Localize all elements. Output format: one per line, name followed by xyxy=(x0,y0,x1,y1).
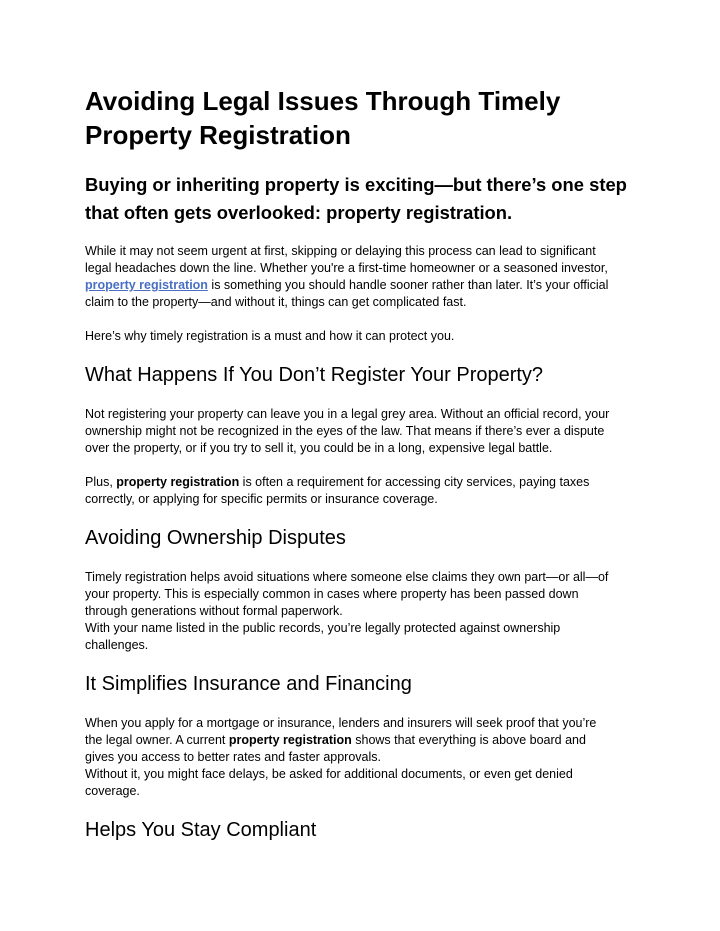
page-subtitle: Buying or inheriting property is exciting—but there’s one step that often gets overlooked: property registration. xyxy=(85,174,627,223)
s3-line-4: Without it, you might face delays, be asked for additional documents, or even get denied xyxy=(85,767,573,781)
intro2-line: Here’s why timely registration is a must and how it can protect you. xyxy=(85,329,455,343)
section3-paragraph xyxy=(85,715,645,800)
section-heading-disputes: Avoiding Ownership Disputes xyxy=(85,527,346,549)
s1p2-bold: property registration xyxy=(116,475,240,489)
property-registration-link[interactable]: property registration xyxy=(85,278,208,292)
intro-paragraph xyxy=(85,243,645,311)
s3-line-2-bold: property registration xyxy=(228,733,352,747)
s3-line-3: gives you access to better rates and faster approvals. xyxy=(85,750,381,764)
s2-line-1: Timely registration helps avoid situations where someone else claims they own part—or all—of xyxy=(85,570,609,584)
section2-paragraph xyxy=(85,569,645,654)
page-title: Avoiding Legal Issues Through Timely Property Registration xyxy=(85,86,561,150)
section-heading-insurance: It Simplifies Insurance and Financing xyxy=(85,673,412,695)
s1p1-line-3: over the property, or if you try to sell it, you could be in a long, expensive legal battle. xyxy=(85,441,553,455)
s2-line-5: challenges. xyxy=(85,638,149,652)
intro-paragraph-2 xyxy=(85,328,645,345)
s1p2-pre: Plus, xyxy=(85,475,117,489)
s3-line-2 xyxy=(85,732,645,749)
s1p2-post: is often a requirement for accessing city services, paying taxes xyxy=(239,475,590,489)
section1-paragraph-2 xyxy=(85,474,645,508)
s1p2-line-1 xyxy=(85,474,645,491)
intro-line-4: claim to the property—and without it, things can get complicated fast. xyxy=(85,295,467,309)
section-heading-register: What Happens If You Don’t Register Your Property? xyxy=(85,364,544,386)
s2-line-2: your property. This is especially common in cases where property has been passed down xyxy=(85,587,579,601)
s2-line-4: With your name listed in the public records, you’re legally protected against ownership xyxy=(85,621,561,635)
intro-line-2: legal headaches down the line. Whether you're a first-time homeowner or a seasoned investor, xyxy=(85,261,608,275)
s3-line-2-pre: the legal owner. A current xyxy=(85,733,229,747)
s1p1-line-1: Not registering your property can leave you in a legal grey area. Without an official record, your xyxy=(85,407,610,421)
s1p2-line-2: correctly, or applying for specific permits or insurance coverage. xyxy=(85,492,438,506)
s3-line-1: When you apply for a mortgage or insurance, lenders and insurers will seek proof that you’re xyxy=(85,716,597,730)
intro-line-1: While it may not seem urgent at first, skipping or delaying this process can lead to significant xyxy=(85,244,596,258)
s1p1-line-2: ownership might not be recognized in the eyes of the law. That means if there’s ever a dispute xyxy=(85,424,605,438)
intro-line-3-text: is something you should handle sooner rather than later. It’s your official xyxy=(207,278,609,292)
section-heading-compliant: Helps You Stay Compliant xyxy=(85,819,317,841)
s3-line-5: coverage. xyxy=(85,784,140,798)
intro-line-3 xyxy=(85,277,645,294)
s3-line-2-post: shows that everything is above board and xyxy=(351,733,586,747)
s2-line-3: through generations without formal paperwork. xyxy=(85,604,343,618)
section1-paragraph-1 xyxy=(85,406,645,457)
